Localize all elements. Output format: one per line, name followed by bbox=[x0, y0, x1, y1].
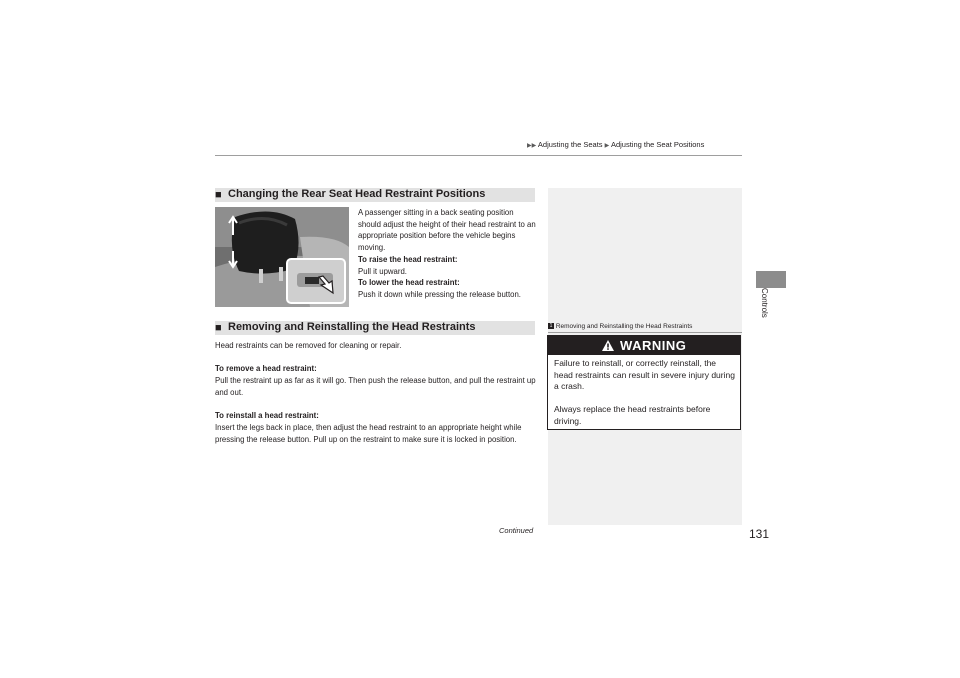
remove-text: Pull the restraint up as far as it will go. Then push the release button, and pull the restraint up and out. bbox=[215, 376, 536, 397]
reinstall-heading: To reinstall a head restraint: bbox=[215, 411, 319, 421]
section-title: Changing the Rear Seat Head Restraint Positions bbox=[228, 188, 486, 200]
note-marker-icon: 1 bbox=[549, 323, 553, 330]
head-restraint-photo bbox=[215, 207, 349, 307]
intro-text: A passenger sitting in a back seating position should adjust the height of their head restraint to an appropriate position before the vehicle begins moving. bbox=[358, 208, 536, 253]
section-marker: ■ bbox=[215, 189, 222, 201]
breadcrumb-item: Adjusting the Seat Positions bbox=[610, 140, 705, 149]
lower-text: Push it down while pressing the release button. bbox=[358, 289, 521, 299]
section2-body bbox=[215, 340, 537, 445]
warning-text bbox=[554, 358, 736, 428]
page-number: 131 bbox=[749, 527, 770, 541]
remove-heading: To remove a head restraint: bbox=[215, 364, 317, 374]
section-marker: ■ bbox=[215, 322, 222, 334]
reinstall-text: Insert the legs back in place, then adjust the head restraint to an appropriate height while pressing the release button. Pull up on the restraint to make sure it is locked in position. bbox=[215, 422, 522, 444]
continued-label: Continued bbox=[499, 526, 534, 535]
sidenote-rule bbox=[548, 332, 742, 333]
header-rule bbox=[215, 155, 742, 156]
section-heading-bar bbox=[215, 188, 535, 202]
raise-text: Pull it upward. bbox=[358, 266, 407, 276]
raise-heading: To raise the head restraint: bbox=[358, 254, 458, 264]
warning-line: Failure to reinstall, or correctly reinstall, the head restraints can result in severe injury during a crash. bbox=[554, 358, 735, 392]
section-heading-bar bbox=[215, 321, 535, 335]
warning-label: WARNING bbox=[620, 338, 687, 353]
intro-text: Head restraints can be removed for cleaning or repair. bbox=[215, 341, 402, 350]
warning-line: Always replace the head restraints before driving. bbox=[554, 404, 711, 426]
section-title: Removing and Reinstalling the Head Restraints bbox=[228, 321, 476, 333]
warning-banner bbox=[548, 336, 740, 355]
warning-triangle-icon bbox=[602, 340, 614, 351]
warning-box bbox=[547, 335, 741, 430]
breadcrumb-arrow-icon: ▶ bbox=[604, 143, 610, 149]
breadcrumb-arrow-icon: ▶▶ bbox=[527, 143, 537, 149]
chapter-tab bbox=[756, 271, 786, 288]
lower-heading: To lower the head restraint: bbox=[358, 278, 460, 288]
sidenote-title: 1 Removing and Reinstalling the Head Restraints bbox=[549, 323, 693, 330]
section1-body bbox=[358, 207, 538, 301]
breadcrumb bbox=[527, 140, 704, 149]
head-restraint-illustration bbox=[215, 207, 349, 307]
breadcrumb-item: Adjusting the Seats bbox=[537, 140, 603, 149]
chapter-tab-label: Controls bbox=[760, 288, 769, 318]
